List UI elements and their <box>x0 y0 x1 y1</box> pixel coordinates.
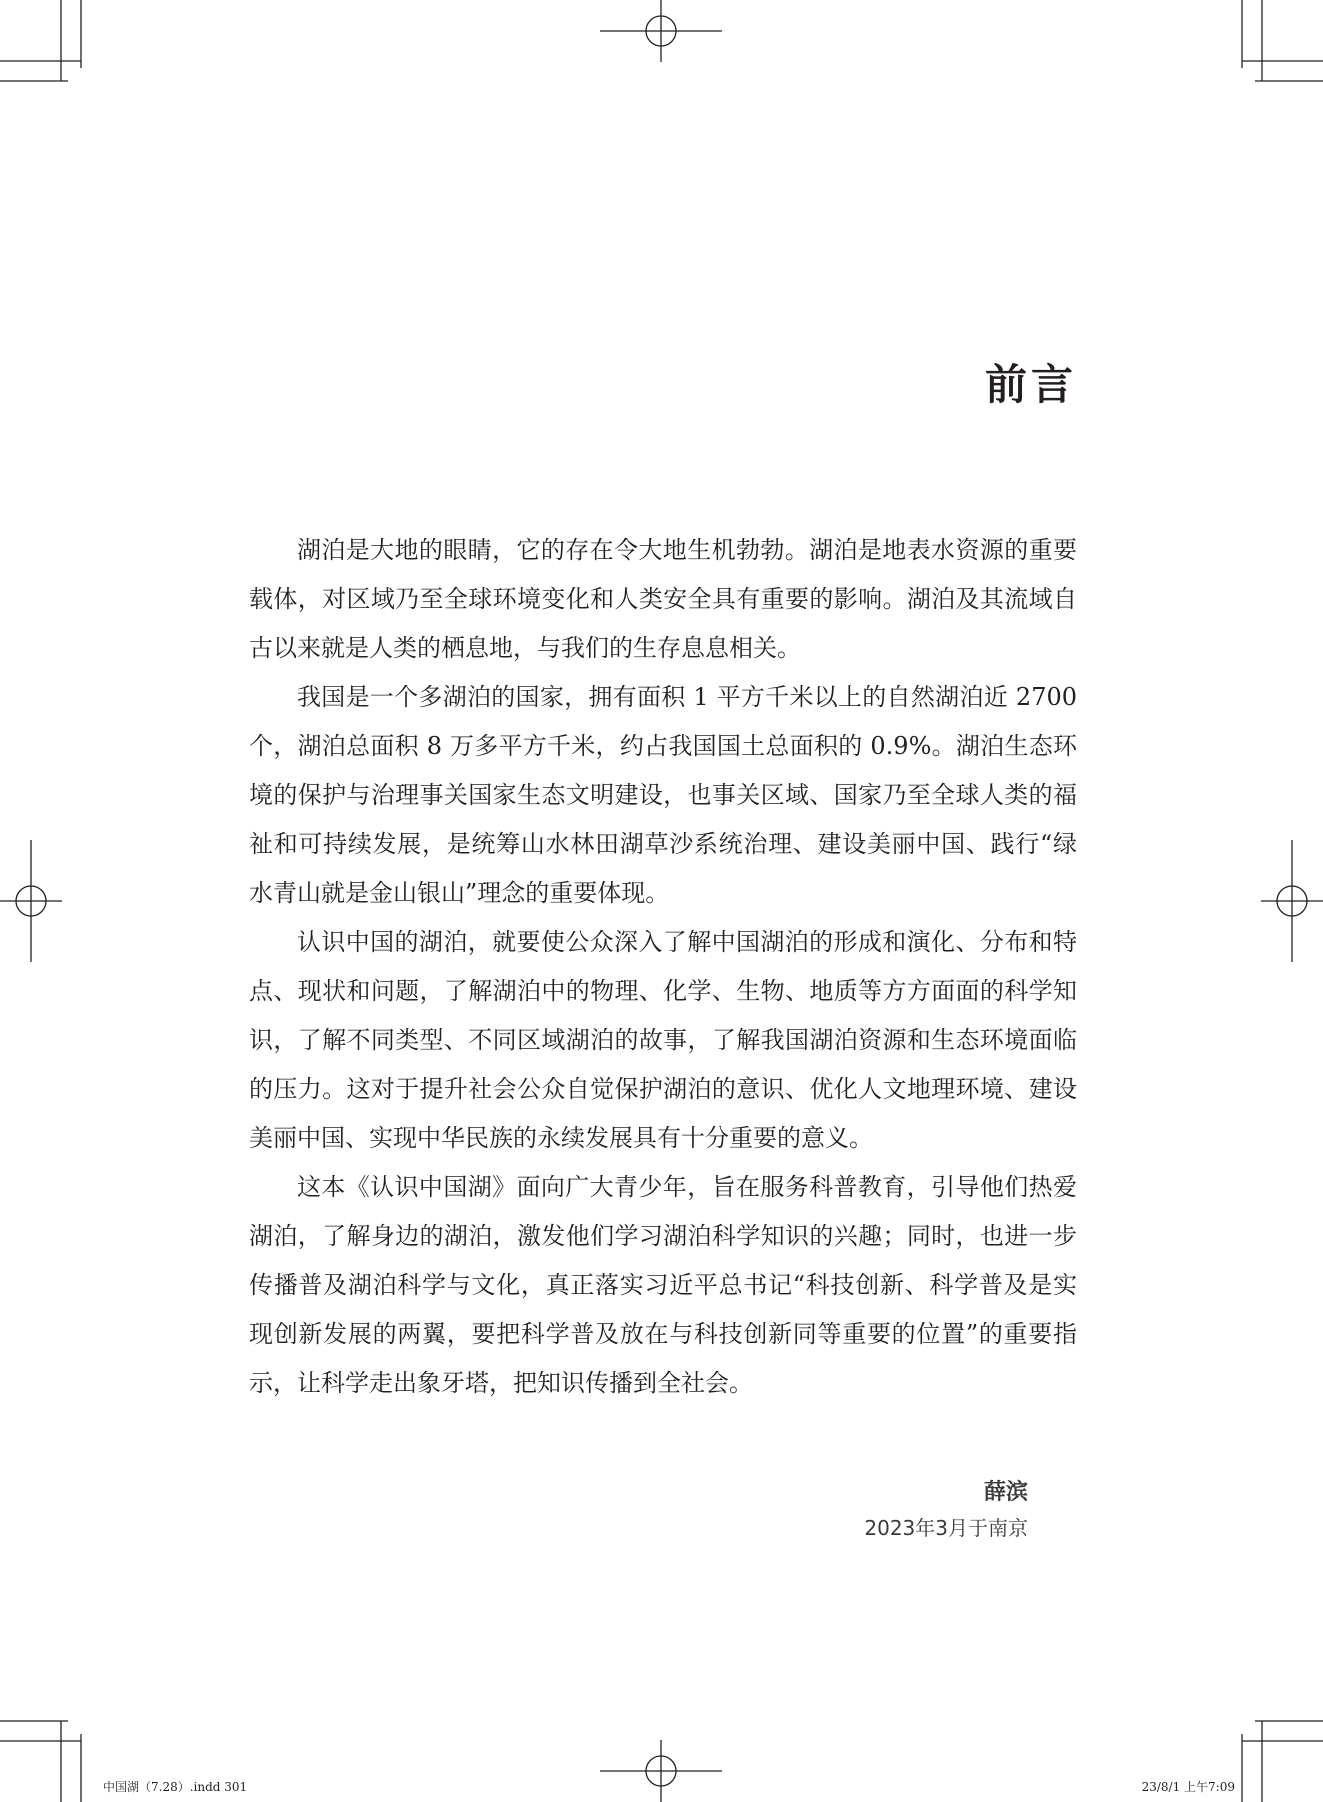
crop-mark-top-left <box>0 0 81 81</box>
registration-mark-bottom <box>600 1740 722 1802</box>
date-place: 2023年3月于南京 <box>864 1516 1028 1540</box>
crop-mark-bottom-left <box>0 1721 81 1802</box>
page-title: 前言 <box>984 360 1077 409</box>
registration-mark-right <box>1261 840 1323 962</box>
author-name: 薛滨 <box>983 1480 1028 1505</box>
print-slug-timestamp: 23/8/1 上午7:09 <box>1141 1780 1235 1794</box>
print-slug-file: 中国湖（7.28）.indd 301 <box>103 1780 248 1794</box>
registration-mark-left <box>0 840 62 962</box>
preface-body <box>249 526 1077 1408</box>
registration-mark-top <box>600 0 722 62</box>
paragraph: 认识中国的湖泊，就要使公众深入了解中国湖泊的形成和演化、分布和特点、现状和问题，了解湖泊中的物理、化学、生物、地质等方方面面的科学知识，了解不同类型、不同区域湖泊的故事，了解我国湖泊资源和生态环境面临的压力。这对于提升社会公众自觉保护湖泊的意识、优化人文地理环境、建设美丽中国、实现中华民族的永续发展具有十分重要的意义。 <box>249 928 1077 1152</box>
paragraph: 湖泊是大地的眼睛，它的存在令大地生机勃勃。湖泊是地表水资源的重要载体，对区域乃至全球环境变化和人类安全具有重要的影响。湖泊及其流域自古以来就是人类的栖息地，与我们的生存息息相关。 <box>249 536 1077 662</box>
paragraph: 我国是一个多湖泊的国家，拥有面积 1 平方千米以上的自然湖泊近 2700 个，湖泊总面积 8 万多平方千米，约占我国国土总面积的 0.9%。湖泊生态环境的保护与治理事关国家生态文明建设，也事关区域、国家乃至全球人类的福祉和可持续发展，是统筹山水林田湖草沙系统治理、建设美丽中国、践行“绿水青山就是金山银山”理念的重要体现。 <box>249 683 1077 907</box>
paragraph: 这本《认识中国湖》面向广大青少年，旨在服务科普教育，引导他们热爱湖泊，了解身边的湖泊，激发他们学习湖泊科学知识的兴趣；同时，也进一步传播普及湖泊科学与文化，真正落实习近平总书记“科技创新、科学普及是实现创新发展的两翼，要把科学普及放在与科技创新同等重要的位置”的重要指示，让科学走出象牙塔，把知识传播到全社会。 <box>249 1173 1077 1397</box>
crop-mark-top-right <box>1242 0 1323 81</box>
signature-block <box>864 1476 1028 1546</box>
crop-mark-bottom-right <box>1242 1721 1323 1802</box>
